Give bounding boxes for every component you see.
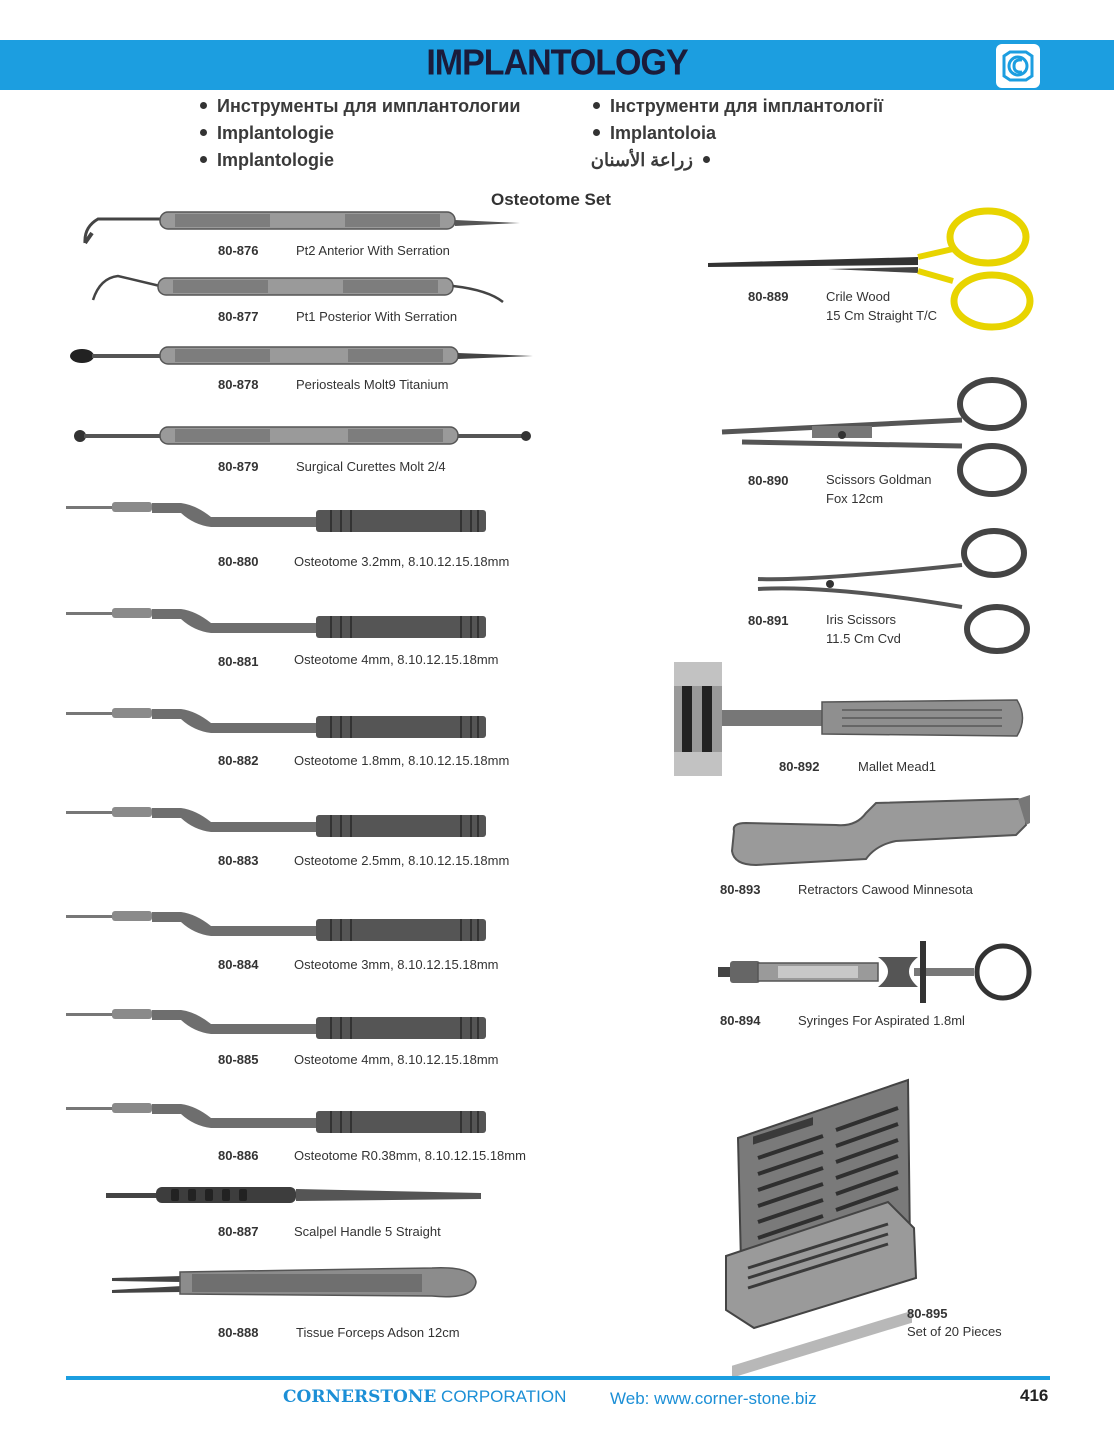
language-line: Implantologie xyxy=(200,123,334,144)
item-description: Osteotome 4mm, 8.10.12.15.18mm xyxy=(294,652,499,667)
item-description: Set of 20 Pieces xyxy=(907,1324,1002,1339)
page-title: IMPLANTOLOGY xyxy=(426,43,688,83)
section-title: Osteotome Set xyxy=(491,190,611,209)
item-code: 80-881 xyxy=(218,654,259,669)
item-code: 80-887 xyxy=(218,1224,259,1239)
osteotome-icon xyxy=(66,1004,491,1042)
footer-website-link[interactable]: Web: www.corner-stone.biz xyxy=(610,1389,817,1408)
item-code: 80-883 xyxy=(218,853,259,868)
osteotome-icon xyxy=(66,703,491,741)
item-code: 80-895 xyxy=(907,1306,948,1321)
item-description: Crile Wood 15 Cm Straight T/C xyxy=(826,289,938,323)
item-code: 80-892 xyxy=(779,759,820,774)
item-code: 80-882 xyxy=(218,753,259,768)
item-description: Scalpel Handle 5 Straight xyxy=(294,1224,441,1239)
item-description: Syringes For Aspirated 1.8ml xyxy=(798,1013,965,1028)
item-code: 80-891 xyxy=(748,613,789,628)
item-code: 80-884 xyxy=(218,957,259,972)
item-code: 80-888 xyxy=(218,1325,259,1340)
item-code: 80-880 xyxy=(218,554,259,569)
item-description: Osteotome 1.8mm, 8.10.12.15.18mm xyxy=(294,753,510,768)
item-code: 80-886 xyxy=(218,1148,259,1163)
dental-instrument-icon xyxy=(72,421,537,453)
language-line: زراعة الأسنان xyxy=(590,150,710,171)
item-code: 80-890 xyxy=(748,473,789,488)
osteotome-icon xyxy=(66,603,491,641)
language-line: Implantologie xyxy=(200,150,334,171)
syringe-icon xyxy=(718,935,1036,1005)
osteotome-icon xyxy=(66,802,491,840)
item-description: Osteotome R0.38mm, 8.10.12.15.18mm xyxy=(294,1148,526,1163)
scalpel-handle-icon xyxy=(106,1183,486,1209)
item-code: 80-893 xyxy=(720,882,761,897)
item-description: Osteotome 4mm, 8.10.12.15.18mm xyxy=(294,1052,499,1067)
item-code: 80-877 xyxy=(218,309,259,324)
item-code: 80-879 xyxy=(218,459,259,474)
item-code: 80-876 xyxy=(218,243,259,258)
language-line: Implantoloia xyxy=(593,123,716,144)
osteotome-icon xyxy=(66,497,491,535)
osteotome-icon xyxy=(66,906,491,944)
item-description: Mallet Mead1 xyxy=(858,759,937,774)
item-description: Periosteals Molt9 Titanium xyxy=(296,377,449,392)
dental-instrument-icon xyxy=(68,340,543,372)
cornerstone-logo-icon xyxy=(996,44,1040,88)
mallet-icon xyxy=(672,660,1032,780)
item-description: Retractors Cawood Minnesota xyxy=(798,882,973,897)
item-code: 80-894 xyxy=(720,1013,761,1028)
tissue-forceps-icon xyxy=(112,1264,482,1304)
item-description: Osteotome 3.2mm, 8.10.12.15.18mm xyxy=(294,554,510,569)
footer-divider xyxy=(66,1376,1050,1380)
item-description: Pt1 Posterior With Serration xyxy=(296,309,458,324)
item-description: Iris Scissors 11.5 Cm Cvd xyxy=(826,612,901,646)
language-line: Инструменты для имплантологии xyxy=(200,96,520,117)
item-code: 80-885 xyxy=(218,1052,259,1067)
dental-instrument-icon xyxy=(80,205,530,245)
item-code: 80-889 xyxy=(748,289,789,304)
language-line: Інструменти для імплантології xyxy=(593,96,883,117)
item-description: Pt2 Anterior With Serration xyxy=(296,243,450,258)
item-description: Osteotome 3mm, 8.10.12.15.18mm xyxy=(294,957,499,972)
item-description: Surgical Curettes Molt 2/4 xyxy=(296,459,446,474)
item-code: 80-878 xyxy=(218,377,259,392)
dental-instrument-icon xyxy=(88,268,538,310)
item-description: Tissue Forceps Adson 12cm xyxy=(296,1325,460,1340)
page-number: 416 xyxy=(1020,1386,1049,1405)
item-description: Scissors Goldman Fox 12cm xyxy=(826,472,932,506)
osteotome-icon xyxy=(66,1098,491,1136)
item-description: Osteotome 2.5mm, 8.10.12.15.18mm xyxy=(294,853,510,868)
instrument-cassette-icon xyxy=(718,1078,918,1328)
retractor-icon xyxy=(726,795,1036,875)
footer-brand: CORNERSTONE CORPORATION xyxy=(283,1387,567,1407)
